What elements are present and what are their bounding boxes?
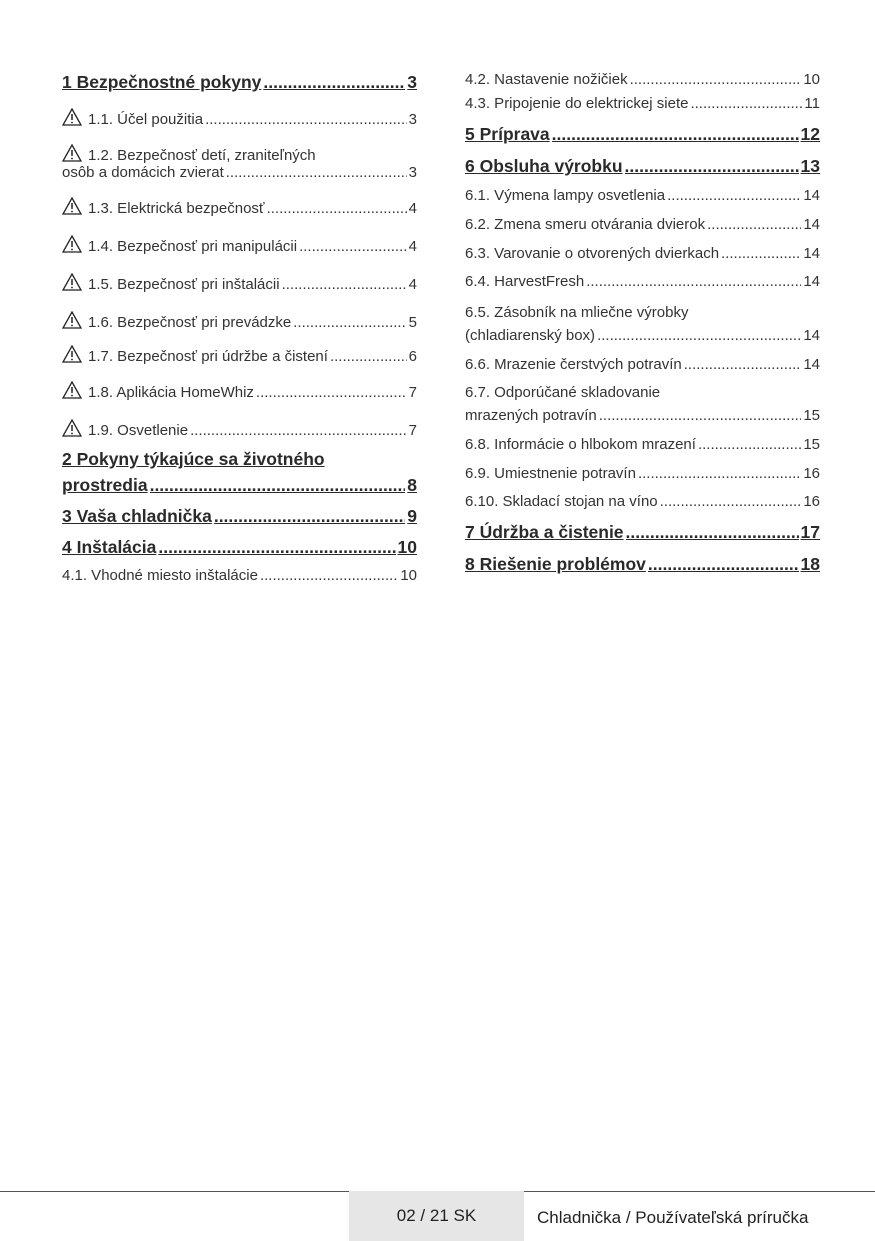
toc-page: 14 bbox=[803, 356, 820, 373]
toc-entry-6-3[interactable] bbox=[465, 244, 820, 264]
toc-label: 6.9. Umiestnenie potravín bbox=[465, 465, 636, 482]
toc-page: 18 bbox=[800, 554, 820, 574]
warning-icon bbox=[62, 345, 82, 363]
toc-page: 3 bbox=[407, 72, 417, 92]
toc-page: 14 bbox=[803, 327, 820, 344]
toc-entry-4-3[interactable] bbox=[465, 94, 820, 114]
toc-label: osôb a domácich zvierat bbox=[62, 164, 224, 181]
toc-label: 5 Príprava bbox=[465, 124, 550, 144]
leader-dots bbox=[721, 244, 801, 264]
warning-icon bbox=[62, 381, 82, 399]
leader-dots bbox=[282, 275, 407, 295]
leader-dots bbox=[625, 154, 799, 178]
page-indicator-text: 02 / 21 SK bbox=[396, 1206, 477, 1225]
toc-label: 6 Obsluha výrobku bbox=[465, 156, 623, 176]
toc-page: 3 bbox=[408, 164, 417, 181]
toc-label: 6.10. Skladací stojan na víno bbox=[465, 493, 658, 510]
toc-page: 10 bbox=[803, 71, 820, 88]
toc-label: 6.3. Varovanie o otvorených dvierkach bbox=[465, 245, 720, 262]
toc-page: 11 bbox=[804, 95, 820, 112]
leader-dots bbox=[150, 473, 406, 497]
toc-label: 1.6. Bezpečnosť pri prevádzke bbox=[88, 314, 292, 331]
toc-entry-6-6[interactable] bbox=[465, 355, 820, 375]
toc-entry-7[interactable] bbox=[465, 520, 820, 544]
leader-dots bbox=[626, 520, 799, 544]
toc-entry-1-6[interactable] bbox=[62, 311, 417, 333]
toc-entry-1-2[interactable] bbox=[62, 144, 417, 183]
toc-right-column bbox=[465, 66, 820, 576]
warning-icon bbox=[62, 144, 82, 162]
toc-label: 6.4. HarvestFresh bbox=[465, 273, 585, 290]
toc-label: (chladiarenský box) bbox=[465, 327, 596, 344]
toc-label: 1.5. Bezpečnosť pri inštalácii bbox=[88, 276, 280, 293]
toc-entry-6-10[interactable] bbox=[465, 492, 820, 512]
toc-label: 4.1. Vhodné miesto inštalácie bbox=[62, 567, 258, 584]
toc-label: 4 Inštalácia bbox=[62, 537, 157, 557]
warning-icon bbox=[62, 419, 82, 437]
toc-label: 6.8. Informácie o hlbokom mrazení bbox=[465, 436, 696, 453]
toc-label: 6.1. Výmena lampy osvetlenia bbox=[465, 187, 666, 204]
toc-label: prostredia bbox=[62, 475, 148, 495]
toc-page: 10 bbox=[397, 537, 417, 557]
toc-page: 7 bbox=[408, 384, 417, 401]
toc-entry-6-8[interactable] bbox=[465, 435, 820, 455]
leader-dots bbox=[263, 70, 405, 94]
toc-page: 9 bbox=[407, 506, 417, 526]
toc-page: 12 bbox=[800, 124, 820, 144]
leader-dots bbox=[260, 566, 398, 586]
toc-entry-2[interactable] bbox=[62, 447, 417, 497]
toc-entry-4-2[interactable] bbox=[465, 70, 820, 90]
toc-entry-1-8[interactable] bbox=[62, 381, 417, 403]
toc-page: 4 bbox=[408, 200, 417, 217]
toc-label: 1.7. Bezpečnosť pri údržbe a čistení bbox=[88, 348, 328, 365]
toc-page: 16 bbox=[803, 465, 820, 482]
toc-page: 14 bbox=[803, 273, 820, 290]
leader-dots bbox=[698, 435, 801, 455]
toc-page: 3 bbox=[408, 111, 417, 128]
toc-label-line1: 6.7. Odporúčané skladovanie bbox=[465, 384, 661, 401]
leader-dots bbox=[552, 122, 799, 146]
leader-dots bbox=[597, 324, 801, 347]
leader-dots bbox=[707, 215, 801, 235]
toc-entry-4-1[interactable] bbox=[62, 566, 417, 586]
toc-entry-1-4[interactable] bbox=[62, 235, 417, 257]
toc-page: 6 bbox=[408, 348, 417, 365]
toc-entry-6-9[interactable] bbox=[465, 464, 820, 484]
leader-dots bbox=[630, 70, 802, 90]
toc-entry-6-4[interactable] bbox=[465, 272, 820, 292]
toc-entry-6-1[interactable] bbox=[465, 186, 820, 206]
warning-icon bbox=[62, 235, 82, 253]
warning-icon bbox=[62, 197, 82, 215]
toc-label: mrazených potravín bbox=[465, 407, 597, 424]
leader-dots bbox=[638, 464, 801, 484]
toc-entry-1-9[interactable] bbox=[62, 419, 417, 441]
leader-dots bbox=[190, 421, 407, 441]
toc-left-column bbox=[62, 66, 417, 586]
toc-page: 14 bbox=[803, 216, 820, 233]
leader-dots bbox=[293, 313, 406, 333]
leader-dots bbox=[267, 199, 407, 219]
leader-dots bbox=[226, 163, 407, 183]
toc-label: 6.6. Mrazenie čerstvých potravín bbox=[465, 356, 682, 373]
toc-entry-6-2[interactable] bbox=[465, 215, 820, 235]
toc-page: 14 bbox=[803, 187, 820, 204]
toc-page: 7 bbox=[408, 422, 417, 439]
leader-dots bbox=[660, 492, 802, 512]
toc-label: 1.8. Aplikácia HomeWhiz bbox=[88, 384, 254, 401]
toc-page: 4 bbox=[408, 238, 417, 255]
toc-entry-8[interactable] bbox=[465, 552, 820, 576]
toc-label: 1.4. Bezpečnosť pri manipulácii bbox=[88, 238, 298, 255]
toc-entry-6[interactable] bbox=[465, 154, 820, 178]
warning-icon bbox=[62, 273, 82, 291]
toc-label: 1 Bezpečnostné pokyny bbox=[62, 72, 262, 92]
toc-page: 4 bbox=[408, 276, 417, 293]
toc-label-line1: 1.2. Bezpečnosť detí, zraniteľných bbox=[88, 147, 316, 164]
toc-page: 14 bbox=[803, 245, 820, 262]
leader-dots bbox=[256, 383, 407, 403]
toc-label: 1.9. Osvetlenie bbox=[88, 422, 189, 439]
toc-entry-5[interactable] bbox=[465, 122, 820, 146]
toc-entry-1-3[interactable] bbox=[62, 197, 417, 219]
toc-label: 3 Vaša chladnička bbox=[62, 506, 212, 526]
leader-dots bbox=[684, 355, 802, 375]
toc-page: 15 bbox=[803, 407, 820, 424]
toc-entry-6-7[interactable] bbox=[465, 381, 820, 427]
toc-page: 17 bbox=[800, 522, 820, 542]
leader-dots bbox=[299, 237, 407, 257]
leader-dots bbox=[330, 347, 407, 367]
toc-entry-1-7[interactable] bbox=[62, 345, 417, 367]
toc-entry-1[interactable] bbox=[62, 70, 417, 94]
toc-entry-1-1[interactable] bbox=[62, 108, 417, 130]
toc-label: 4.3. Pripojenie do elektrickej siete bbox=[465, 95, 689, 112]
leader-dots bbox=[690, 94, 802, 114]
leader-dots bbox=[648, 552, 799, 576]
leader-dots bbox=[667, 186, 801, 206]
toc-label-line1: 2 Pokyny týkajúce sa životného bbox=[62, 449, 325, 469]
warning-icon bbox=[62, 311, 82, 329]
toc-entry-3[interactable] bbox=[62, 504, 417, 528]
toc-page: 8 bbox=[407, 475, 417, 495]
leader-dots bbox=[158, 535, 395, 559]
toc-label: 6.2. Zmena smeru otvárania dvierok bbox=[465, 216, 706, 233]
document-title: Chladnička / Používateľská príručka bbox=[537, 1208, 809, 1227]
toc-label: 4.2. Nastavenie nožičiek bbox=[465, 71, 628, 88]
page-indicator bbox=[349, 1191, 524, 1241]
toc-page: 5 bbox=[408, 314, 417, 331]
leader-dots bbox=[205, 110, 407, 130]
leader-dots bbox=[214, 504, 405, 528]
toc-label: 1.3. Elektrická bezpečnosť bbox=[88, 200, 265, 217]
warning-icon bbox=[62, 108, 82, 126]
toc-page: 16 bbox=[803, 493, 820, 510]
toc-entry-4[interactable] bbox=[62, 535, 417, 559]
toc-page: 15 bbox=[803, 436, 820, 453]
toc-label: 8 Riešenie problémov bbox=[465, 554, 646, 574]
leader-dots bbox=[586, 272, 801, 292]
toc-label: 7 Údržba a čistenie bbox=[465, 522, 624, 542]
toc-page: 13 bbox=[800, 156, 820, 176]
toc-label: 1.1. Účel použitia bbox=[88, 111, 204, 128]
toc-label-line1: 6.5. Zásobník na mliečne výrobky bbox=[465, 304, 689, 321]
toc-page: 10 bbox=[400, 567, 417, 584]
toc-entry-6-5[interactable] bbox=[465, 301, 820, 347]
leader-dots bbox=[599, 404, 802, 427]
toc-entry-1-5[interactable] bbox=[62, 273, 417, 295]
